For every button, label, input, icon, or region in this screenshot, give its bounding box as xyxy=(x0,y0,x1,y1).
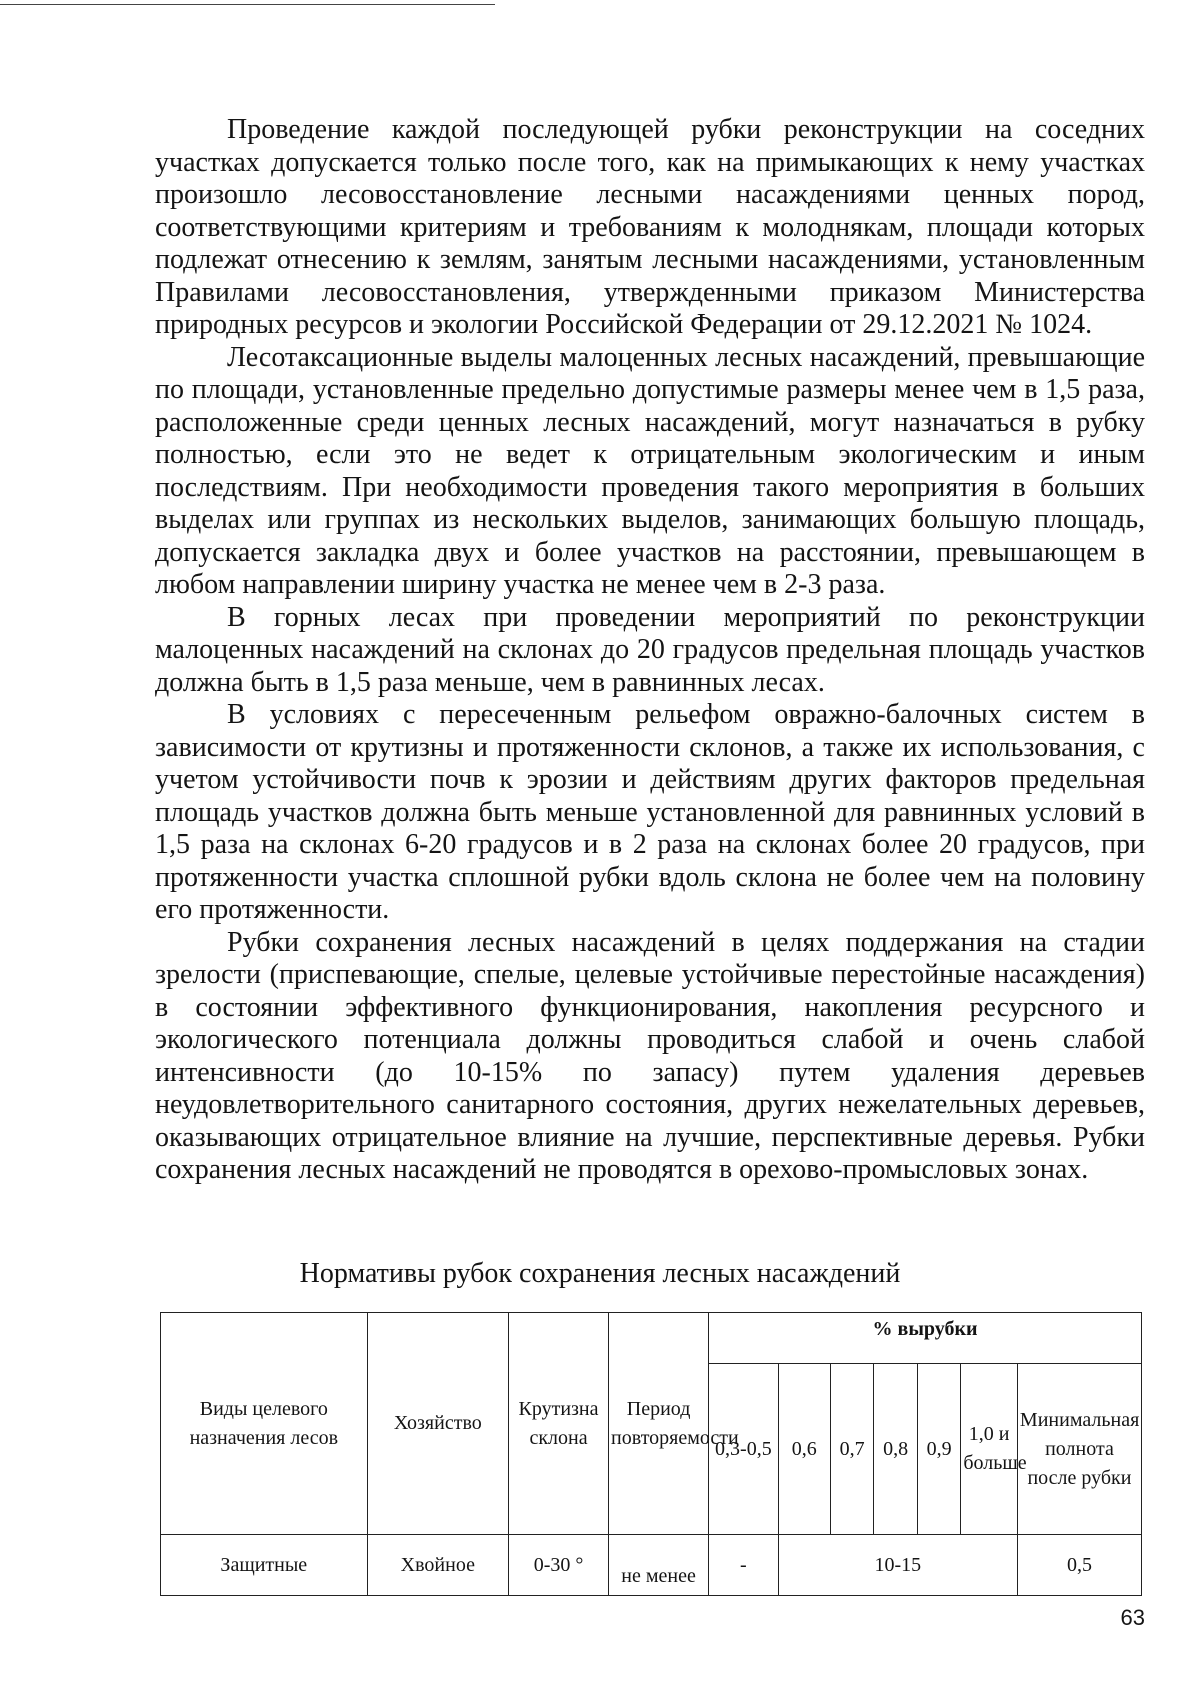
paragraph-3: В горных лесах при проведении мероприятий по реконструкции малоценных насаждений на склонах до 20 градусов предельная площадь участков должна быть в 1,5 раза меньше, чем в равнинных лесах. xyxy=(155,601,1145,698)
page-number: 63 xyxy=(1120,1605,1145,1630)
header-period: Период повторяемости xyxy=(609,1313,709,1535)
cell-slope: 0-30 ° xyxy=(509,1535,609,1596)
cell-min-density: 0,5 xyxy=(1017,1535,1141,1596)
header-density-0-3-0-5: 0,3-0,5 xyxy=(709,1364,779,1535)
paragraph-2: Лесотаксационные выделы малоценных лесных насаждений, превышающие по площади, установленные предельно допустимые размеры менее чем в 1,5 раза, расположенные среди ценных лесных насаждений, могут назначаться в рубку полностью, если это не ведет к отрицательным экологическим и иным последствиям. При необходимости проведения такого мероприятия в больших выделах или группах из нескольких выделов, занимающих большую площадь, допускается закладка двух и более участков на расстоянии, превышающем в любом направлении ширину участка не менее чем в 2-3 раза. xyxy=(155,341,1145,600)
cell-density-0-3-0-5: - xyxy=(709,1535,779,1596)
header-min-density: Минимальная полнота после рубки xyxy=(1017,1364,1141,1535)
header-density-1-0: 1,0 и больше xyxy=(961,1364,1018,1535)
header-cut-percent: % вырубки xyxy=(709,1313,1142,1364)
paragraph-5: Рубки сохранения лесных насаждений в целях поддержания на стадии зрелости (приспевающие, спелые, целевые устойчивые перестойные насаждения) в состоянии эффективного функционирования, накопления ресурсного и экологического потенциала должны проводиться слабой и очень слабой интенсивности (до 10-15% по запасу) путем удаления деревьев неудовлетворительного санитарного состояния, других нежелательных деревьев, оказывающих отрицательное влияние на лучшие, перспективные деревья. Рубки сохранения лесных насаждений не проводятся в орехово-промысловых зонах. xyxy=(155,926,1145,1185)
header-row xyxy=(161,1313,1142,1364)
cell-economy: Хвойное xyxy=(367,1535,508,1596)
paragraph-1: Проведение каждой последующей рубки реконструкции на соседних участках допускается только после того, как на примыкающих к нему участках произошло лесовосстановление лесными насаждениями ценных пород, соответствующими критериям и требованиям к молоднякам, площади которых подлежат отнесению к землям, занятым лесными насаждениями, установленным Правилами лесовосстановления, утвержденными приказом Министерства природных ресурсов и экологии Российской Федерации от 29.12.2021 № 1024. xyxy=(155,114,1145,340)
cell-density-range: 10-15 xyxy=(778,1535,1017,1596)
header-forest-purpose: Виды целевого назначения лесов xyxy=(161,1313,368,1535)
table-caption: Нормативы рубок сохранения лесных насаждений xyxy=(299,1258,901,1289)
norms-table xyxy=(160,1312,1142,1596)
header-slope: Крутизна склона xyxy=(509,1313,609,1535)
paragraph-4: В условиях с пересеченным рельефом овражно-балочных систем в зависимости от крутизны и протяженности склонов, а также их использования, с учетом устойчивости почв к эрозии и действиям других факторов предельная площадь участков должна быть меньше установленной для равнинных условий в 1,5 раза на склонах 6-20 градусов и в 2 раза на склонах более 20 градусов, при протяженности участка сплошной рубки вдоль склона не более чем на половину его протяженности. xyxy=(155,699,1145,925)
header-economy: Хозяйство xyxy=(367,1313,508,1535)
header-density-0-7: 0,7 xyxy=(830,1364,874,1535)
cell-forest-purpose: Защитные xyxy=(161,1535,368,1596)
top-border-line xyxy=(0,4,495,5)
header-density-0-6: 0,6 xyxy=(778,1364,830,1535)
header-density-0-9: 0,9 xyxy=(917,1364,961,1535)
body-text xyxy=(155,114,1145,1187)
table-row xyxy=(161,1535,1142,1596)
cell-period: не менее xyxy=(609,1535,709,1596)
header-density-0-8: 0,8 xyxy=(874,1364,918,1535)
